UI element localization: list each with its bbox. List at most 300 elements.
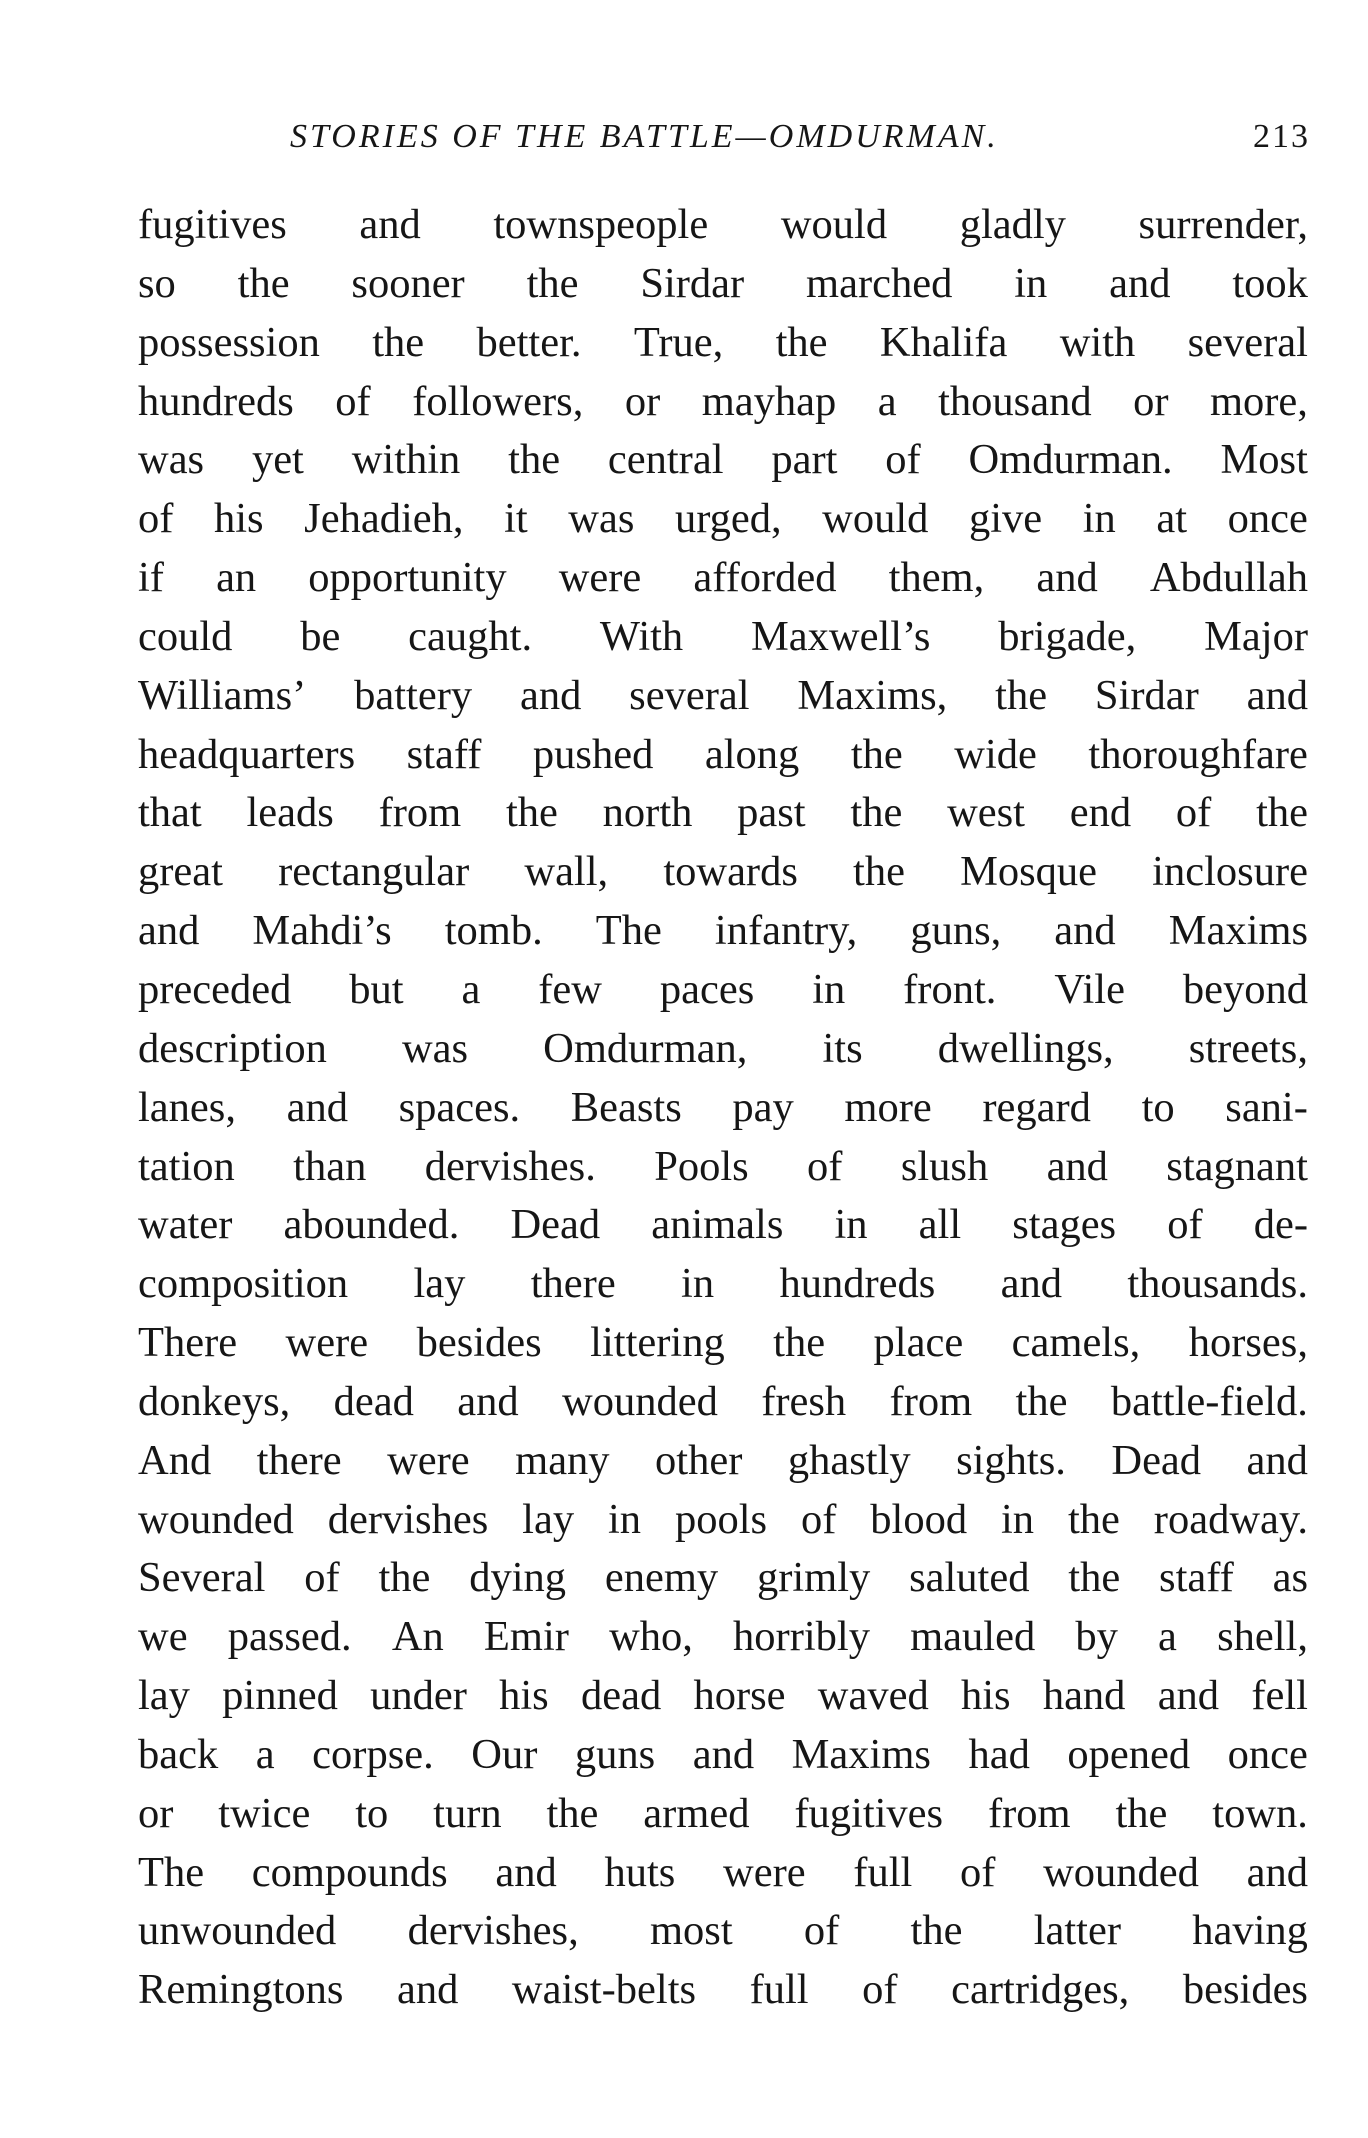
word: many [515,1436,610,1484]
word: if [138,554,164,602]
word: the [773,1319,826,1367]
word: waved [817,1672,929,1720]
word: under [370,1672,467,1720]
word: hundreds [138,377,294,425]
word: Maxims [1168,907,1308,955]
word: lay [138,1672,190,1720]
word: headquarters [138,730,356,778]
word: by [1075,1613,1118,1661]
word: Jehadieh, [304,495,464,543]
word: tomb. [444,907,543,955]
word: thoroughfare [1088,730,1308,778]
word: shell, [1217,1613,1308,1661]
word: hundreds [779,1260,936,1308]
word: of [335,377,371,425]
word: Vile [1054,965,1125,1013]
page-number: 213 [1253,118,1310,155]
word: as [1272,1554,1308,1602]
word: thousands. [1127,1260,1308,1308]
word: Sirdar [640,259,745,307]
word: thousand [938,377,1092,425]
word: Omdurman, [543,1024,748,1072]
word: the [1115,1789,1168,1837]
word: and [359,201,421,248]
word: cartridges, [951,1966,1130,2014]
word: The [595,907,662,955]
text-line [138,196,1308,255]
word: in [607,1495,642,1543]
word: followers, [412,377,584,425]
text-line [138,549,1308,608]
word: wall, [524,848,609,896]
word: of [803,1907,840,1955]
word: opportunity [308,554,507,602]
word: horses, [1188,1319,1308,1367]
word: turn [433,1789,502,1837]
word: but [349,965,404,1013]
word: were [387,1436,470,1484]
word: brigade, [998,612,1137,660]
word: sights. [956,1436,1066,1484]
word: sani- [1225,1083,1308,1131]
word: horse [693,1672,786,1720]
word: the [546,1789,599,1837]
word: towards [663,848,798,896]
word: dying [469,1554,567,1602]
word: other [655,1436,743,1484]
word: with [1059,318,1136,366]
text-line [138,255,1308,314]
word: give [969,495,1043,543]
word: Mahdi’s [252,907,392,955]
word: streets, [1188,1024,1308,1072]
word: from [378,789,462,837]
word: composition [138,1260,349,1308]
word: There [138,1319,238,1367]
word: front. [903,965,997,1013]
word: Abdullah [1149,554,1308,602]
word: and [1246,1848,1308,1896]
word: of [807,1142,843,1190]
word: slush [900,1142,989,1190]
word: full [749,1966,809,2014]
word: in [1001,1495,1035,1543]
word: description [138,1024,327,1072]
word: the [372,318,425,366]
word: from [889,1377,973,1425]
word: grimly [756,1554,871,1602]
text-line [138,373,1308,432]
word: lay [522,1495,575,1543]
word: Maxims, [797,671,948,719]
word: better. [476,318,582,366]
word: gladly [959,201,1066,248]
word: his [213,495,264,543]
word: place [873,1319,964,1367]
word: having [1192,1907,1308,1955]
text-line [138,1902,1308,1961]
word: leads [246,789,334,837]
word: compounds [251,1848,448,1896]
word: And [138,1436,212,1484]
word: of [304,1554,340,1602]
word: in [681,1260,715,1308]
word: unwounded [138,1907,337,1955]
word: fell [1251,1672,1308,1720]
word: of [1175,789,1212,837]
word: the [995,671,1048,719]
text-line [138,1961,1308,2020]
word: end [1069,789,1132,837]
word: west [947,789,1025,837]
word: wounded [1043,1848,1199,1896]
text-line [138,314,1308,373]
word: the [850,789,903,837]
text-line [138,1314,1308,1373]
word: dervishes, [407,1907,579,1955]
word: twice [218,1789,311,1837]
word: or [624,377,661,425]
word: lanes, [138,1083,236,1131]
word: besides [416,1319,542,1367]
word: staff [406,730,482,778]
text-line [138,431,1308,490]
word: dervishes. [424,1142,596,1190]
word: blood [870,1495,968,1543]
word: to [1141,1083,1175,1131]
word: stagnant [1166,1142,1308,1190]
word: the [237,259,290,307]
word: was [138,436,205,484]
word: Several [138,1554,266,1602]
word: it [504,495,528,543]
word: wounded [138,1495,294,1543]
word: An [391,1613,444,1661]
word: wounded [562,1377,718,1425]
word: de- [1253,1201,1308,1249]
running-title: STORIES OF THE BATTLE—OMDURMAN. [290,118,999,155]
text-line [138,1196,1308,1255]
word: a [1158,1613,1177,1661]
word: the [378,1554,431,1602]
word: Most [1220,436,1308,484]
word: Our [471,1730,538,1778]
word: were [558,554,642,602]
text-line [138,1549,1308,1608]
text-line [138,1785,1308,1844]
word: fresh [761,1377,847,1425]
word: a [255,1730,275,1778]
word: guns [574,1730,656,1778]
word: staff [1159,1554,1234,1602]
text-line [138,961,1308,1020]
word: and [1036,554,1098,602]
word: and [396,1966,459,2014]
word: and [1046,1142,1108,1190]
word: With [599,612,684,660]
word: Dead [1111,1436,1202,1484]
word: or [138,1789,174,1837]
text-line [138,490,1308,549]
text-line [138,784,1308,843]
word: who, [609,1613,693,1661]
word: could [138,612,233,660]
word: huts [604,1848,676,1896]
word: the [526,259,579,307]
word: of [885,436,921,484]
word: the [850,730,903,778]
word: were [285,1319,369,1367]
word: dervishes [327,1495,489,1543]
word: beyond [1182,965,1308,1013]
word: we [138,1613,188,1661]
text-line [138,1726,1308,1785]
word: the [1068,1554,1121,1602]
text-line [138,1373,1308,1432]
word: ghastly [787,1436,911,1484]
word: in [1082,495,1116,543]
word: surrender, [1138,201,1308,248]
word: armed [643,1789,750,1837]
word: and [1000,1260,1062,1308]
word: battery [354,671,473,719]
text-line [138,608,1308,667]
word: marched [806,259,953,307]
word: regard [982,1083,1091,1131]
word: great [138,848,223,896]
word: in [1014,259,1048,307]
word: would [780,201,888,248]
word: the [1067,1495,1120,1543]
word: and [457,1377,519,1425]
word: and [1157,1672,1220,1720]
word: Maxims [791,1730,931,1778]
text-line [138,726,1308,785]
word: was [401,1024,469,1072]
word: Omdurman. [968,436,1173,484]
word: possession [138,318,320,366]
text-line [138,902,1308,961]
word: of [800,1495,837,1543]
word: the [508,436,561,484]
word: of [1167,1201,1203,1249]
word: all [918,1201,962,1249]
word: the [1015,1377,1068,1425]
word: its [822,1024,863,1072]
word: Remingtons [138,1966,344,2014]
word: be [300,612,341,660]
word: spaces. [398,1083,521,1131]
word: along [704,730,800,778]
word: pinned [222,1672,338,1720]
word: roadway. [1153,1495,1308,1543]
word: Sirdar [1094,671,1199,719]
word: paces [659,965,755,1013]
word: infantry, [714,907,858,955]
text-line [138,1667,1308,1726]
word: his [960,1672,1011,1720]
word: of [138,495,174,543]
word: and [138,907,200,955]
word: were [723,1848,806,1896]
word: animals [651,1201,784,1249]
word: more, [1209,377,1308,425]
word: tation [138,1142,235,1190]
word: them, [888,554,985,602]
word: besides [1182,1966,1308,2014]
word: few [538,965,602,1013]
text-line [138,667,1308,726]
word: and [1054,907,1116,955]
word: Beasts [570,1083,682,1131]
word: central [607,436,724,484]
word: a [877,377,897,425]
text-line [138,1491,1308,1550]
word: that [138,789,202,837]
word: the [1256,789,1308,837]
word: yet [251,436,304,484]
word: dead [580,1672,662,1720]
word: passed. [227,1613,352,1661]
word: Major [1204,612,1308,660]
running-head [130,112,1310,162]
word: inclosure [1152,848,1308,896]
word: camels, [1011,1319,1141,1367]
word: pushed [532,730,654,778]
text-line [138,843,1308,902]
text-line [138,1608,1308,1667]
word: caught. [408,612,533,660]
word: urged, [674,495,782,543]
word: preceded [138,965,292,1013]
word: and [1246,671,1308,719]
word: lay [413,1260,466,1308]
word: had [968,1730,1030,1778]
word: rectangular [278,848,470,896]
word: most [649,1907,733,1955]
word: waist-belts [511,1966,697,2014]
word: took [1232,259,1308,307]
word: an [216,554,257,602]
word: donkeys, [138,1377,291,1425]
word: several [1187,318,1308,366]
text-line [138,1432,1308,1491]
word: guns, [910,907,1002,955]
word: the [775,318,828,366]
text-line [138,1079,1308,1138]
word: The [138,1848,205,1896]
word: north [602,789,693,837]
word: latter [1033,1907,1122,1955]
word: corpse. [312,1730,434,1778]
word: the [853,848,905,896]
word: and [495,1848,557,1896]
word: a [461,965,481,1013]
word: mauled [910,1613,1036,1661]
word: townspeople [493,201,709,248]
word: pay [732,1083,794,1131]
word: and [1246,1436,1308,1484]
word: past [737,789,806,837]
word: fugitives [138,201,287,248]
word: or [1133,377,1169,425]
word: full [853,1848,913,1896]
word: there [256,1436,342,1484]
word: water [138,1201,233,1249]
word: sooner [351,259,465,307]
word: would [822,495,929,543]
word: littering [590,1319,725,1367]
word: several [629,671,750,719]
word: Maxwell’s [751,612,931,660]
word: the [910,1907,963,1955]
text-line [138,1255,1308,1314]
word: abounded. [283,1201,460,1249]
word: once [1227,1730,1308,1778]
word: True, [633,318,724,366]
word: part [771,436,838,484]
word: at [1156,495,1188,543]
body-text [138,196,1308,2020]
word: in [834,1201,868,1249]
word: the [505,789,558,837]
word: and [1109,259,1171,307]
text-line [138,1138,1308,1197]
word: hand [1042,1672,1126,1720]
word: Pools [654,1142,749,1190]
word: battle-field. [1110,1377,1308,1425]
word: dead [333,1377,414,1425]
word: Williams’ [138,671,307,719]
word: his [499,1672,549,1720]
word: stages [1012,1201,1117,1249]
word: wide [954,730,1037,778]
word: fugitives [794,1789,944,1837]
word: Emir [483,1613,569,1661]
word: from [987,1789,1071,1837]
word: back [138,1730,219,1778]
word: Khalifa [879,318,1008,366]
word: horribly [733,1613,870,1661]
word: afforded [693,554,837,602]
word: and [519,671,582,719]
word: and [286,1083,348,1131]
word: Dead [510,1201,601,1249]
word: and [692,1730,755,1778]
word: dwellings, [937,1024,1114,1072]
word: there [530,1260,616,1308]
word: to [355,1789,389,1837]
word: town. [1212,1789,1308,1837]
word: was [568,495,635,543]
word: of [862,1966,898,2014]
word: of [960,1848,996,1896]
word: once [1227,495,1308,543]
word: opened [1067,1730,1191,1778]
text-line [138,1020,1308,1079]
word: pools [674,1495,768,1543]
word: so [138,259,176,307]
word: enemy [604,1554,719,1602]
word: saluted [909,1554,1030,1602]
word: than [293,1142,367,1190]
word: within [351,436,461,484]
word: in [812,965,846,1013]
word: mayhap [701,377,837,425]
word: Mosque [960,848,1098,896]
word: more [844,1083,932,1131]
text-line [138,1844,1308,1903]
